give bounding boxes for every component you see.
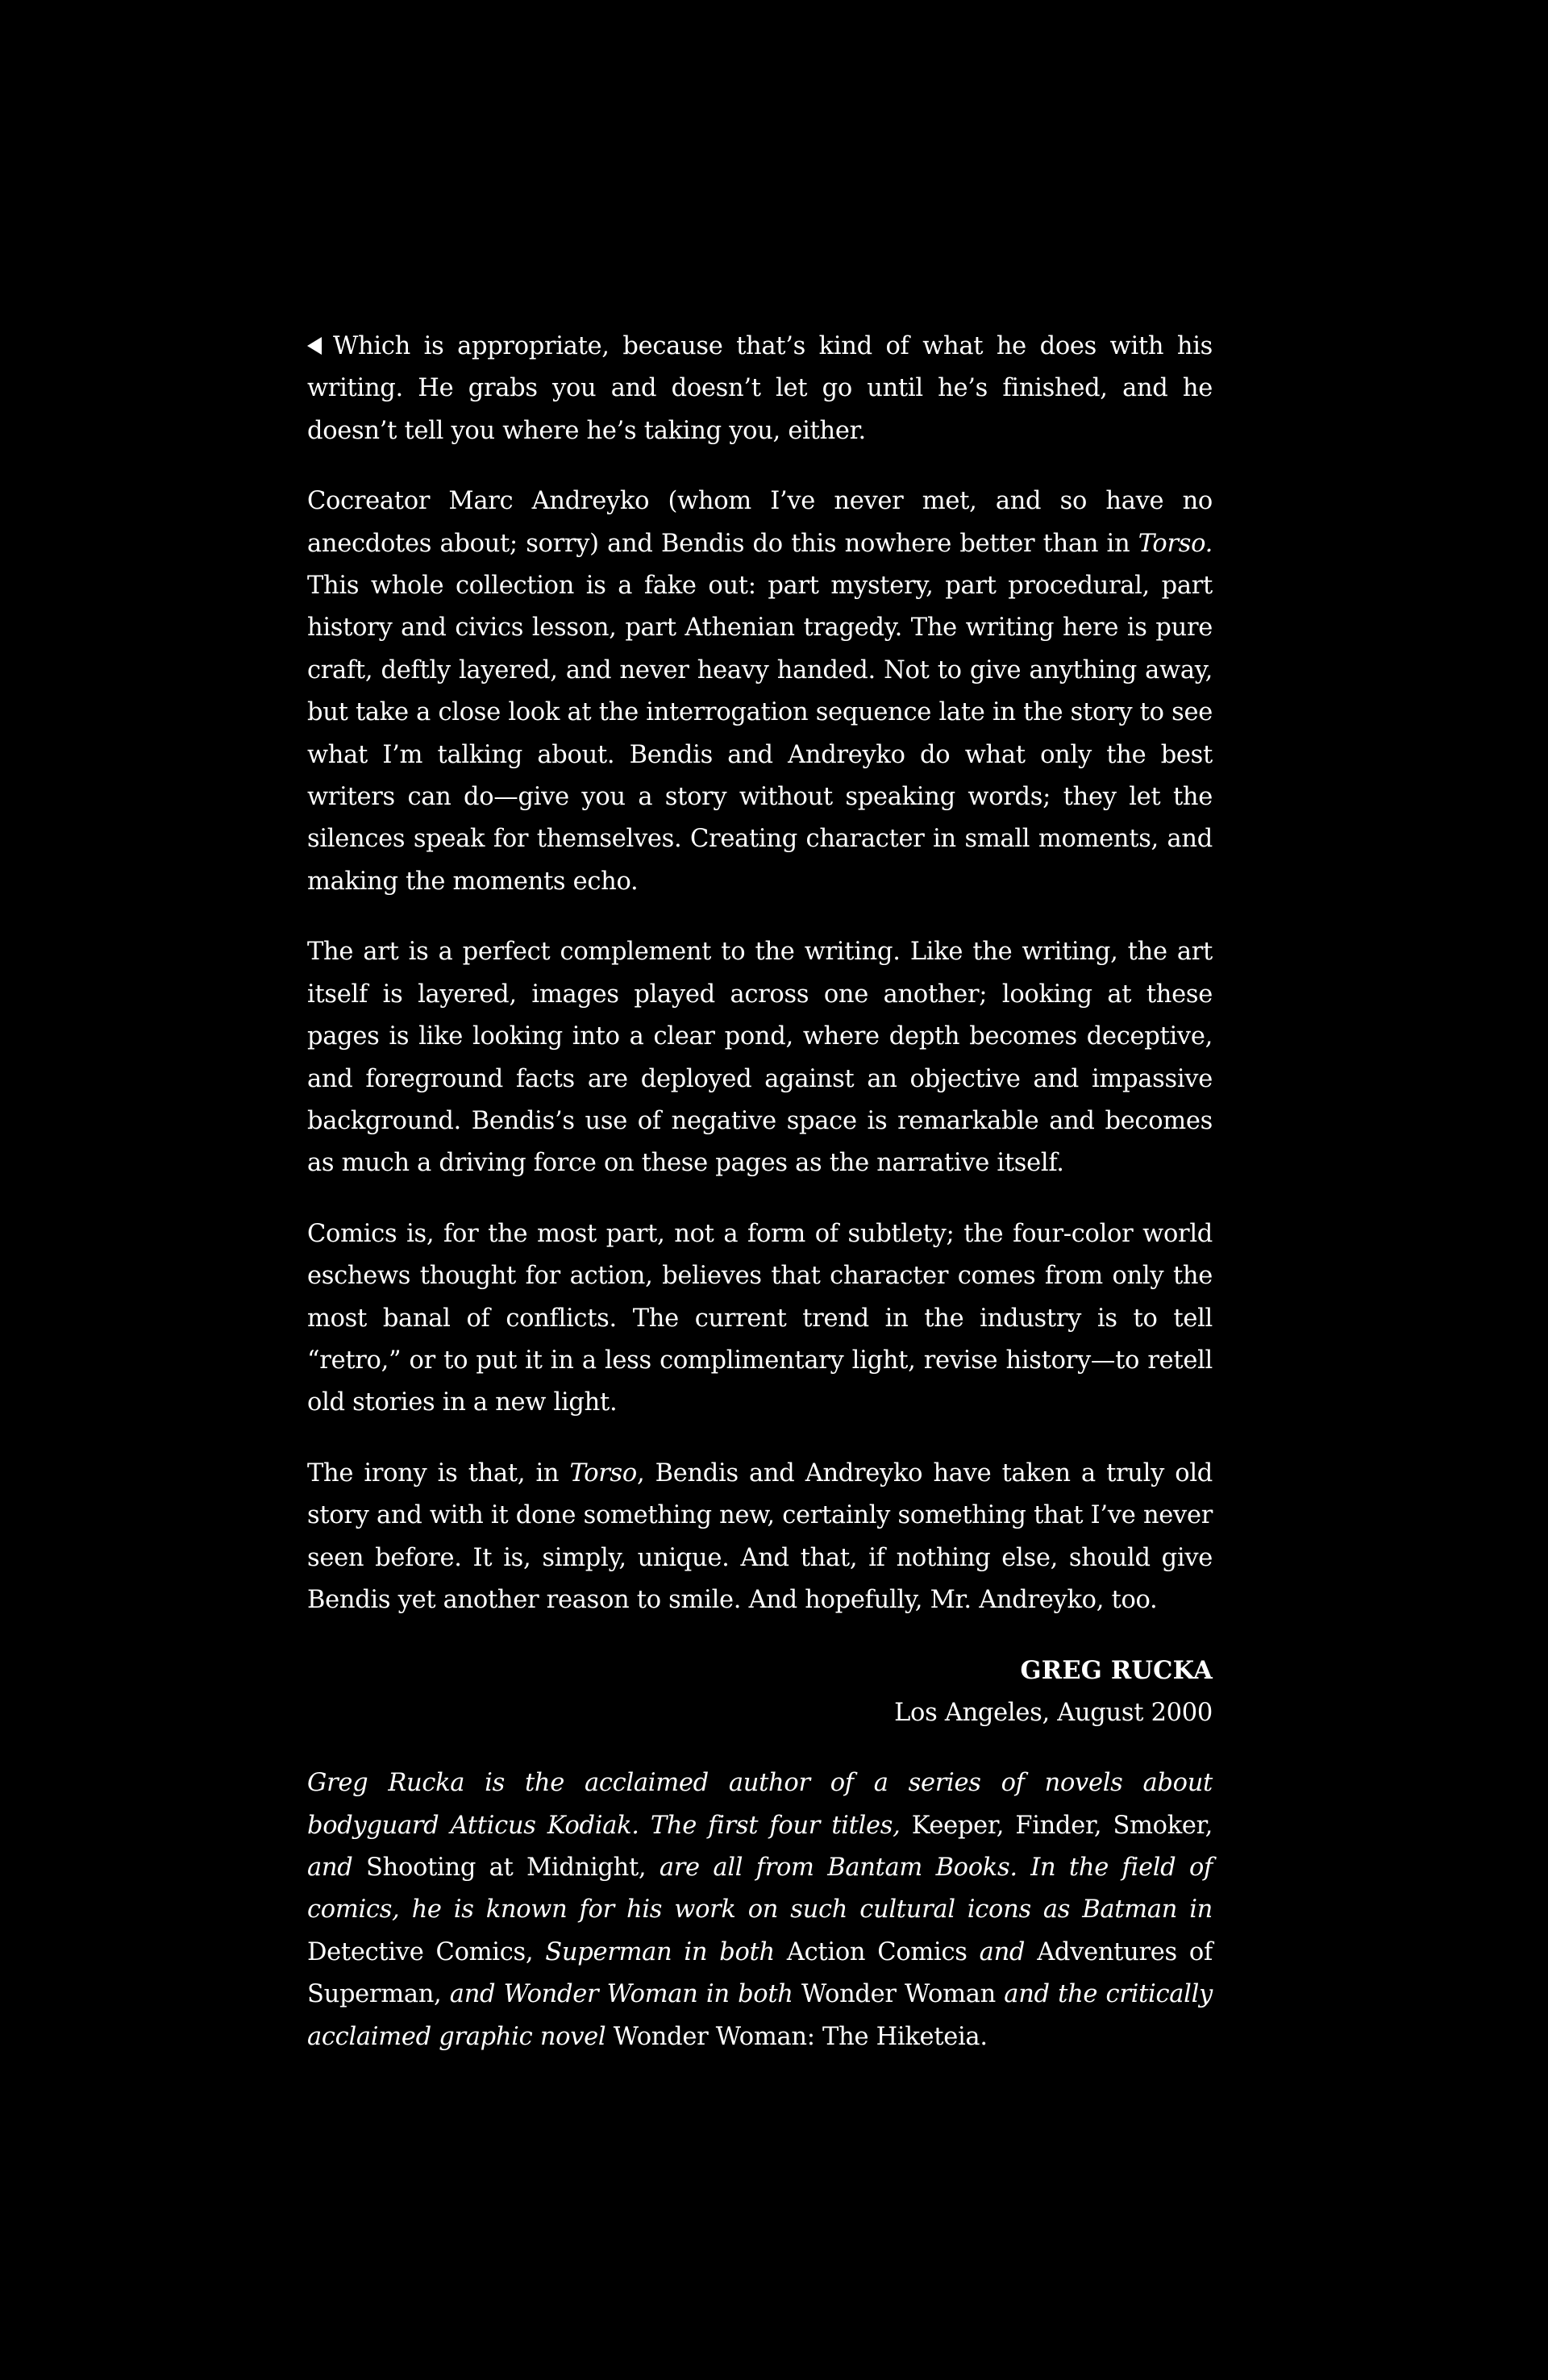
paragraph-1: Which is appropriate, because that’s kind of what he does with his writing. He grabs you and doesn’t let go until he’s finished, and he doesn’t tell you where he’s taking you, either.	[307, 332, 1213, 445]
paragraph-5: The irony is that, in Torso, Bendis and Andreyko have taken a truly old story and with it done something new, certainly something that I’ve never seen before. It is, simply, unique. And that, if nothing else, should give Bendis yet another reason to smile. And hopefully, Mr. Andreyko, too.	[307, 1458, 1213, 1614]
paragraph-3: The art is a perfect complement to the writing. Like the writing, the art itself is layered, images played across one another; looking at these pages is like looking into a clear pond, where depth becomes deceptive, and foreground facts are deployed against an objective and impassive background. Bendis’s use of negative space is remarkable and becomes as much a driving force on these pages as the narrative itself.	[307, 938, 1213, 1178]
text-page	[307, 326, 1213, 2058]
author-name: GREG RUCKA	[1020, 1656, 1213, 1686]
paragraph-4: Comics is, for the most part, not a form of subtlety; the four-color world eschews thought for action, believes that character comes from only the most banal of conflicts. The current trend in the industry is to tell “retro,” or to put it in a less complimentary light, revise history—to retell old stories in a new light.	[307, 1219, 1213, 1417]
author-bio: Greg Rucka is the acclaimed author of a series of novels about bodyguard Atticus Kodiak. The first four titles, Keeper, Finder, Smoker, and Shooting at Midnight, are all from Bantam Books. In the field of comics, he is known for his work on such cultural icons as Batman in Detective Comics, Superman in both Action Comics and Adventures of Superman, and Wonder Woman in both Wonder Woman and the critically acclaimed graphic novel Wonder Woman: The Hiketeia.	[307, 1769, 1213, 2051]
book-title: Torso	[569, 1458, 637, 1488]
continuation-arrow-icon	[307, 337, 322, 355]
book-title: Torso.	[1138, 529, 1213, 558]
signature-block	[307, 1650, 1213, 1734]
place-date: Los Angeles, August 2000	[894, 1698, 1213, 1727]
paragraph-2: Cocreator Marc Andreyko (whom I’ve never met, and so have no anecdotes about; sorry) and Bendis do this nowhere better than in Torso. This whole collection is a fake out: part mystery, part procedural, part history and civics lesson, part Athenian tragedy. The writing here is pure craft, deftly layered, and never heavy handed. Not to give anything away, but take a close look at the interrogation sequence late in the story to see what I’m talking about. Bendis and Andreyko do what only the best writers can do—give you a story without speaking words; they let the silences speak for themselves. Creating character in small moments, and making the moments echo.	[307, 487, 1213, 896]
